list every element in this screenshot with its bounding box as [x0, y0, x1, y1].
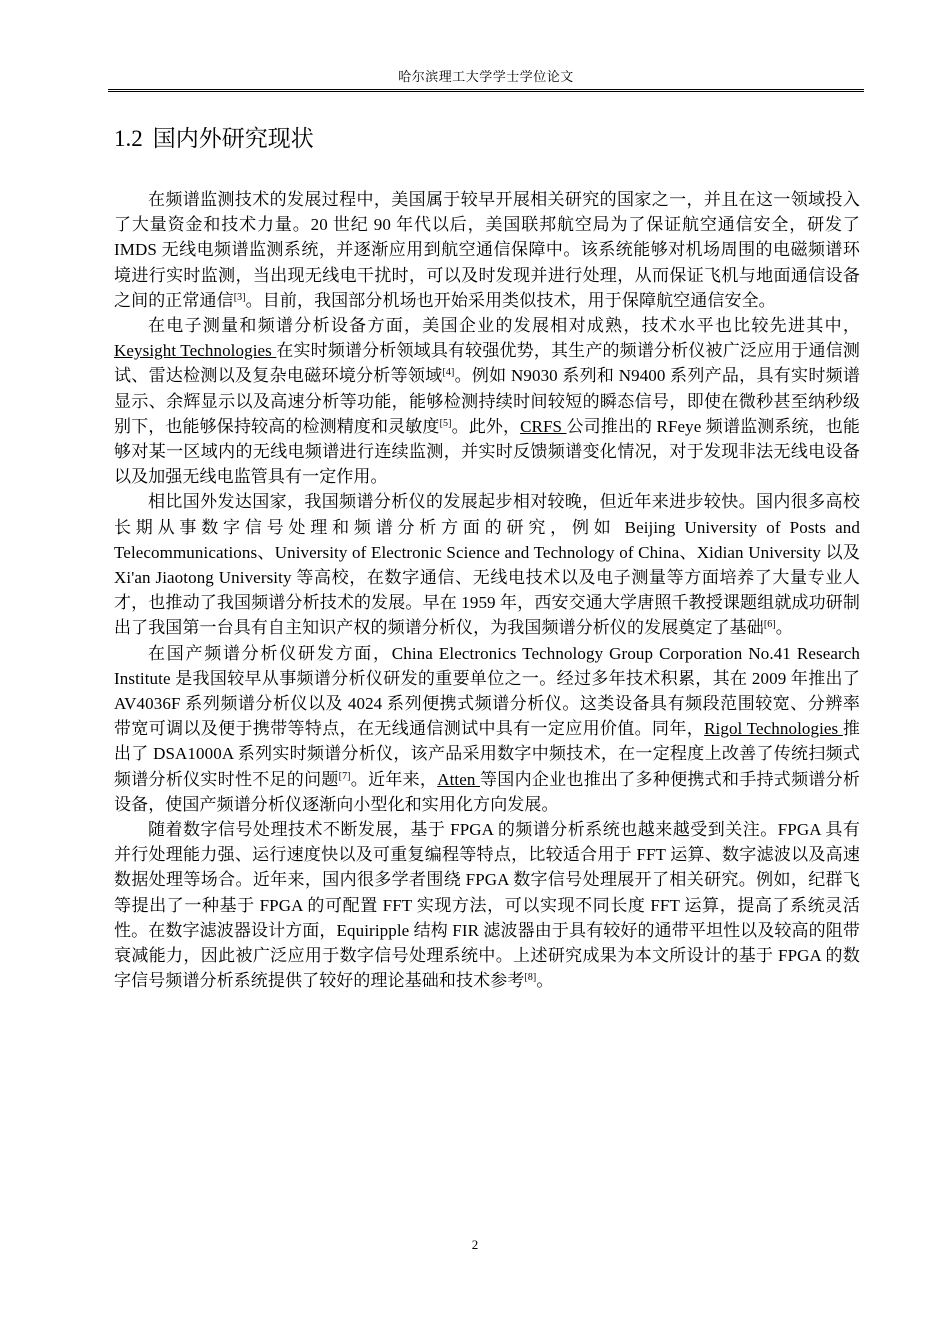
paragraph-text: 。	[775, 618, 793, 638]
paragraph-text: 推出了 DSA1000A 系列实时频谱分析仪，该产品采用数字中频技术，在一定程度上改善了传统扫频式频谱分析仪实时性不足的问题	[114, 719, 860, 789]
section-heading	[114, 124, 314, 154]
body-text	[114, 187, 860, 994]
paragraph-text: 在国产频谱分析仪研发方面，China Electronics Technology Group Corporation No.41 Research Institute 是我国较早从事频谱分析仪研发的重要单位之一。经过多年技术积累，其在 2009 年推出了 AV4036F 系列频谱分析仪以及 4024 系列便携式频谱分析仪。这类设备具有频段范围较宽、分辨率带宽可调以及便于携带等特点，在无线通信测试中具有一定应用价值。同年，	[114, 643, 860, 739]
link-keysight[interactable]: Keysight Technologies	[114, 341, 277, 361]
citation-ref: [7]	[338, 770, 351, 782]
paragraph-2	[114, 313, 860, 489]
citation-ref: [3]	[233, 291, 246, 303]
paragraph-text: 。目前，我国部分机场也开始采用类似技术，用于保障航空通信安全。	[245, 290, 776, 310]
paragraph-text: 随着数字信号处理技术不断发展，基于 FPGA 的频谱分析系统也越来越受到关注。FPGA 具有并行处理能力强、运行速度快以及可重复编程等特点，比较适合用于 FFT 运算、数字滤波以及高速数据处理等场合。近年来，国内很多学者围绕 FPGA 数字信号处理展开了相关研究。例如，纪群飞等提出了一种基于 FPGA 的可配置 FFT 实现方法，可以实现不同长度 FFT 运算，提高了系统灵活性。在数字滤波器设计方面，Equiripple 结构 FIR 滤波器由于具有较好的通带平坦性以及较高的阻带衰减能力，因此被广泛应用于数字信号处理系统中。上述研究成果为本文所设计的基于 FPGA 的数字信号频谱分析系统提供了较好的理论基础和技术参考	[114, 820, 860, 991]
section-number: 1.2	[114, 126, 143, 151]
citation-ref: [4]	[442, 367, 455, 379]
paragraph-3	[114, 489, 860, 640]
section-title: 国内外研究现状	[152, 126, 314, 151]
citation-ref: [5]	[439, 417, 452, 429]
link-rigol[interactable]: Rigol Technologies	[704, 719, 843, 739]
paragraph-1	[114, 187, 860, 313]
paragraph-text: 在实时频谱分析领域具有较强优势，其生产的频谱分析仪被广泛应用于通信测试、雷达检测以及复杂电磁环境分析等领域	[114, 341, 860, 386]
paragraph-text: 。	[536, 971, 554, 991]
paragraph-text: 。近年来，	[350, 769, 438, 789]
paragraph-5	[114, 817, 860, 993]
paragraph-text: 在电子测量和频谱分析设备方面，美国企业的发展相对成熟，技术水平也比较先进其中，	[148, 316, 860, 336]
paragraph-text: 在频谱监测技术的发展过程中，美国属于较早开展相关研究的国家之一，并且在这一领域投入了大量资金和技术力量。20 世纪 90 年代以后，美国联邦航空局为了保证航空通信安全，研发了 IMDS 无线电频谱监测系统，并逐渐应用到航空通信保障中。该系统能够对机场周围的电磁频谱环境进行实时监测，当出现无线电干扰时，可以及时发现并进行处理，从而保证飞机与地面通信设备之间的正常通信	[114, 190, 860, 310]
paragraph-text: 。此外，	[451, 416, 521, 436]
paragraph-text: 。例如 N9030 系列和 N9400 系列产品，具有实时频谱显示、余辉显示以及高速分析等功能，能够检测持续时间较短的瞬态信号，即使在微秒甚至纳秒级别下，也能够保持较高的检测精度和灵敏度	[114, 366, 860, 436]
page-number: 2	[471, 1237, 479, 1252]
paragraph-text: 相比国外发达国家，我国频谱分析仪的发展起步相对较晚，但近年来进步较快。国内很多高校长期从事数字信号处理和频谱分析方面的研究，例如 Beijing University of Posts and Telecommunications、University of Electronic Science and Technology of China、Xidian University 以及 Xi'an Jiaotong University 等高校，在数字通信、无线电技术以及电子测量等方面培养了大量专业人才，也推动了我国频谱分析技术的发展。早在 1959 年，西安交通大学唐照千教授课题组就成功研制出了我国第一台具有自主知识产权的频谱分析仪，为我国频谱分析仪的发展奠定了基础	[114, 492, 860, 638]
paragraph-text: 公司推出的 RFeye 频谱监测系统，也能够对某一区域内的无线电频谱进行连续监测，并实时反馈频谱变化情况，对于发现非法无线电设备以及加强无线电监管具有一定作用。	[114, 416, 860, 487]
citation-ref: [6]	[763, 619, 776, 631]
paragraph-text: 等国内企业也推出了多种便携式和手持式频谱分析设备，使国产频谱分析仪逐渐向小型化和实用化方向发展。	[114, 769, 861, 814]
running-header: 哈尔滨理工大学学士学位论文	[398, 69, 574, 84]
citation-ref: [8]	[524, 972, 537, 984]
link-crfs[interactable]: CRFS	[520, 416, 567, 436]
header-rule	[108, 89, 864, 94]
paragraph-4	[114, 641, 860, 817]
link-atten[interactable]: Atten	[437, 769, 481, 789]
